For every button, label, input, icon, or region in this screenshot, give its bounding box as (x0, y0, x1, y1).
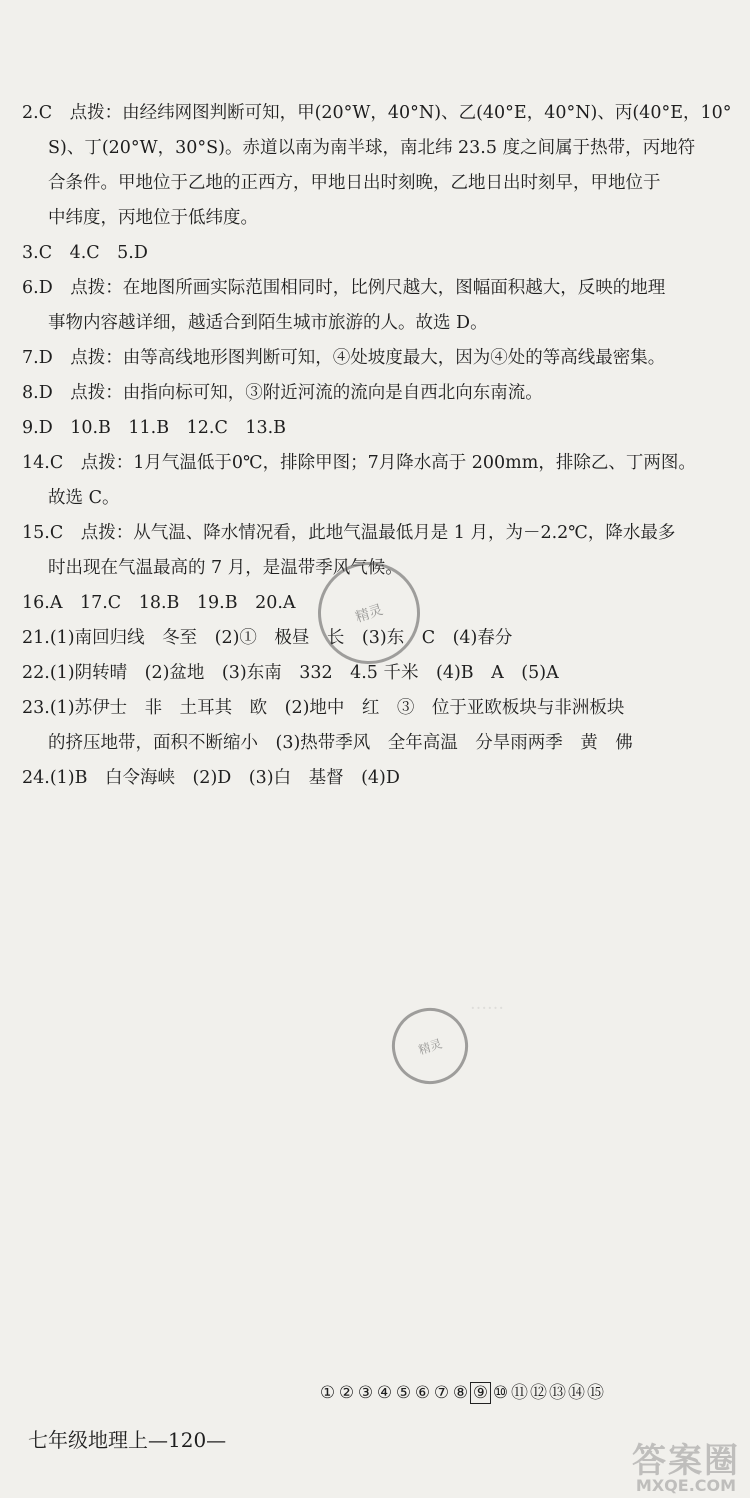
bleed-through-text: …… (470, 994, 504, 1014)
page-index-number: ③ (357, 1383, 374, 1403)
answer-item (22, 691, 722, 761)
page-footer: 七年级地理上—120— (28, 1428, 227, 1452)
watermark-stamp-small: 精灵 (382, 998, 478, 1094)
answer-line: 21.(1)南回归线 冬至 (2)① 极昼 长 (3)东 C (4)春分 (22, 628, 513, 648)
answer-line: S)、丁(20°W，30°S)。赤道以南为南半球，南北纬 23.5 度之间属于热带，丙地符 (48, 138, 696, 158)
answer-item (22, 761, 722, 796)
answer-line: 23.(1)苏伊士 非 土耳其 欧 (2)地中 红 ③ 位于亚欧板块与非洲板块 (22, 698, 625, 718)
page-index-number: ⑪ (511, 1383, 528, 1403)
answer-list (22, 96, 732, 796)
watermark-logo: 答案圈 MXQE.COM (632, 1441, 740, 1495)
answer-line: 中纬度，丙地位于低纬度。 (48, 208, 258, 228)
answer-line: 14.C 点拨：1月气温低于0℃，排除甲图；7月降水高于 200mm，排除乙、丁两图。 (22, 453, 696, 473)
page-index-circles (318, 1378, 605, 1404)
page-index-number: ⑮ (587, 1383, 604, 1403)
answer-line: 故选 C。 (48, 488, 120, 508)
answer-line: 合条件。甲地位于乙地的正西方，甲地日出时刻晚，乙地日出时刻早，甲地位于 (48, 173, 661, 193)
page-index-number: ⑭ (568, 1383, 585, 1403)
answer-line: 22.(1)阴转晴 (2)盆地 (3)东南 332 4.5 千米 (4)B A (5)A (22, 663, 559, 683)
answer-line: 时出现在气温最高的 7 月，是温带季风气候。 (48, 558, 403, 578)
page-index-number: ④ (376, 1383, 393, 1403)
page-index-number: ⑤ (395, 1383, 412, 1403)
answer-line: 16.A 17.C 18.B 19.B 20.A (22, 593, 296, 613)
page-index-number: ⑫ (530, 1383, 547, 1403)
answer-line: 9.D 10.B 11.B 12.C 13.B (22, 418, 287, 438)
answer-line: 2.C 点拨：由经纬网图判断可知，甲(20°W，40°N)、乙(40°E，40°N)、丙(40°E，10° (22, 103, 732, 123)
answer-item (22, 271, 722, 341)
answer-line: 7.D 点拨：由等高线地形图判断可知，④处坡度最大，因为④处的等高线最密集。 (22, 348, 666, 368)
answer-line: 24.(1)B 白令海峡 (2)D (3)白 基督 (4)D (22, 768, 400, 788)
page-index-number: ⑥ (414, 1383, 431, 1403)
page-index-number: ⑧ (452, 1383, 469, 1403)
page-index-number: ① (319, 1383, 336, 1403)
answer-item (22, 411, 722, 446)
answer-line: 事物内容越详细，越适合到陌生城市旅游的人。故选 D。 (48, 313, 488, 333)
answer-item (22, 236, 722, 271)
page-index-number: ② (338, 1383, 355, 1403)
page-index-number: ⑦ (433, 1383, 450, 1403)
answer-line: 15.C 点拨：从气温、降水情况看，此地气温最低月是 1 月，为－2.2℃，降水最多 (22, 523, 676, 543)
page-index-number: ⑩ (492, 1383, 509, 1403)
answer-item (22, 96, 732, 236)
page-index-number: ⑬ (549, 1383, 566, 1403)
watermark-stamp: 精灵 (305, 549, 434, 678)
answer-line: 6.D 点拨：在地图所画实际范围相同时，比例尺越大，图幅面积越大，反映的地理 (22, 278, 666, 298)
answer-item (22, 446, 722, 516)
answer-item (22, 376, 722, 411)
page-index-current: ⑨ (470, 1382, 491, 1404)
answer-line: 的挤压地带，面积不断缩小 (3)热带季风 全年高温 分旱雨两季 黄 佛 (48, 733, 633, 753)
answer-line: 8.D 点拨：由指向标可知，③附近河流的流向是自西北向东南流。 (22, 383, 543, 403)
answer-line: 3.C 4.C 5.D (22, 243, 148, 263)
answer-item (22, 341, 722, 376)
